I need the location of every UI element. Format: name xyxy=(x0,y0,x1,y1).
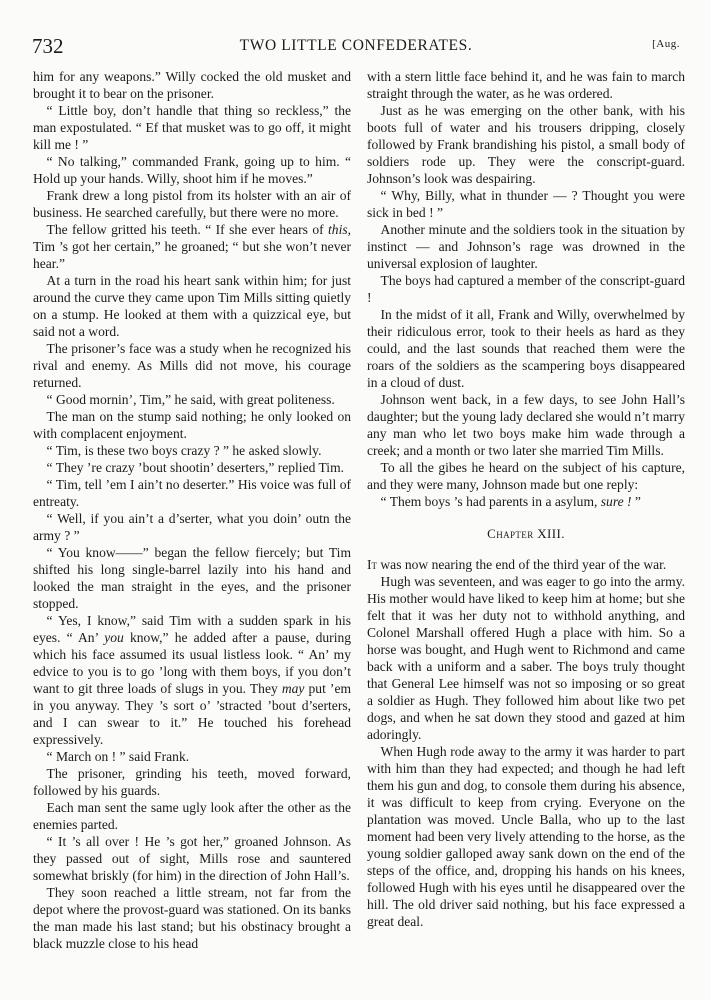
paragraph: with a stern little face behind it, and he was fain to march straight through the water, as he was ordered. xyxy=(367,69,685,101)
paragraph: “ They ’re crazy ’bout shootin’ deserters,” replied Tim. xyxy=(46,460,344,475)
paragraph: Just as he was emerging on the other bank, with his boots full of water and his trousers dripping, closely followed by Frank brandishing his pistol, a small body of soldiers rode up. They were the conscript-guard. Johnson’s look was despairing. xyxy=(367,103,685,186)
paragraph: To all the gibes he heard on the subject of his capture, and they were many, Johnson made but one reply: xyxy=(367,460,685,492)
paragraph: In the midst of it all, Frank and Willy, overwhelmed by their ridiculous error, took to their heels as hard as they could, and the last sounds that reached them were the roars of the soldiers as the scampering boys disappeared in a cloud of dust. xyxy=(367,307,685,390)
paragraph: “ March on ! ” said Frank. xyxy=(46,749,190,764)
paragraph: “ Yes, I know,” said Tim with a sudden spark in his eyes. “ An’ you know,” he added after a pause, during which his face assumed its usual listless look. “ An’ my edvice to you is to go ’long with them boys, if you don’t want to git three loads of slugs in you. They may put ’em in you anyway. They ’s sort o’ ’stracted ’bout d’serters, and I can swear to it.” He touched his forehead expressively. xyxy=(33,613,351,747)
paragraph: Another minute and the soldiers took in the situation by instinct — and Johnson’s rage was drowned in the universal explosion of laughter. xyxy=(367,222,685,271)
paragraph: The man on the stump said nothing; he only looked on with complacent enjoyment. xyxy=(33,409,351,441)
running-title: TWO LITTLE CONFEDERATES. xyxy=(239,37,473,54)
paragraph: When Hugh rode away to the army it was harder to part with him than they had expected; and though he had left them his gun and dog, to console them during his absence, it was difficult to keep from crying. Everyone on the plantation was moved. Uncle Balla, who up to the last moment had been very lively attending to the horse, as the young soldier galloped away sank down on the end of the steps of the office, and, dropping his hands on his knees, followed Hugh with his eyes until he disappeared over the hill. The old driver said nothing, but his face expressed a great deal. xyxy=(367,744,685,929)
paragraph: “ Tim, is these two boys crazy ? ” he asked slowly. xyxy=(46,443,322,458)
paragraph: Johnson went back, in a few days, to see John Hall’s daughter; but the young lady declared she would n’t marry any man who let two boys make him wade through a creek; and a month or two later she married Tim Mills. xyxy=(367,392,685,458)
paragraph: They soon reached a little stream, not far from the depot where the provost-guard was stationed. On its banks the man made his last stand; but his obstinacy brought a black muzzle close to his head xyxy=(33,885,351,951)
chapter-heading: Chapter XIII. xyxy=(487,526,565,541)
left-column xyxy=(33,68,351,952)
paragraph: “ It ’s all over ! He ’s got her,” groaned Johnson. As they passed out of sight, Mills rose and sauntered somewhat briskly (for him) in the direction of John Hall’s. xyxy=(33,834,351,883)
paragraph: “ Tim, tell ’em I ain’t no deserter.” His voice was full of entreaty. xyxy=(33,477,351,509)
running-date: [Aug. xyxy=(652,38,680,50)
paragraph: The prisoner’s face was a study when he recognized his rival and enemy. As Mills did not move, his courage returned. xyxy=(33,341,351,390)
paragraph: him for any weapons.” Willy cocked the old musket and brought it to bear on the prisoner. xyxy=(33,69,351,101)
page-number: 732 xyxy=(32,34,64,58)
page-header xyxy=(32,34,680,58)
paragraph: It was now nearing the end of the third year of the war. xyxy=(367,557,667,572)
right-column xyxy=(367,68,685,930)
paragraph: “ Why, Billy, what in thunder — ? Thought you were sick in bed ! ” xyxy=(367,188,685,220)
paragraph: “ Well, if you ain’t a d’serter, what you doin’ outn the army ? ” xyxy=(33,511,351,543)
paragraph: “ You know——” began the fellow fiercely; but Tim shifted his long single-barrel lazily into his hand and looked the man straight in the eyes, and the prisoner stopped. xyxy=(33,545,351,611)
paragraph: Hugh was seventeen, and was eager to go into the army. His mother would have liked to keep him at home; but she felt that it was her duty not to withhold anything, and Colonel Marshall offered Hugh a place with him. So a horse was bought, and Hugh went to Richmond and came back with a uniform and a saber. The boys truly thought that General Lee himself was not so imposing or so great a soldier as Hugh. They followed him about like two pet dogs, and when he sat down they stood and gazed at him adoringly. xyxy=(367,574,685,742)
paragraph: “ Them boys ’s had parents in a asylum, sure ! ” xyxy=(380,494,641,509)
paragraph: The prisoner, grinding his teeth, moved forward, followed by his guards. xyxy=(33,766,351,798)
paragraph: “ No talking,” commanded Frank, going up to him. “ Hold up your hands. Willy, shoot him if he moves.” xyxy=(33,154,351,186)
paragraph: “ Little boy, don’t handle that thing so reckless,” the man expostulated. “ Ef that musket was to go off, it might kill me ! ” xyxy=(33,103,351,152)
paragraph: “ Good mornin’, Tim,” he said, with great politeness. xyxy=(46,392,335,407)
paragraph: Each man sent the same ugly look after the other as the enemies parted. xyxy=(33,800,351,832)
paragraph: The fellow gritted his teeth. “ If she ever hears of this, Tim ’s got her certain,” he groaned; “ but she won’t never hear.” xyxy=(33,222,351,271)
paragraph: At a turn in the road his heart sank within him; for just around the curve they came upon Tim Mills sitting quietly on a stump. He looked at them with a quizzical eye, but said not a word. xyxy=(33,273,351,339)
paragraph: The boys had captured a member of the conscript-guard ! xyxy=(367,273,685,305)
paragraph: Frank drew a long pistol from its holster with an air of business. He searched carefully, but there were no more. xyxy=(33,188,351,220)
